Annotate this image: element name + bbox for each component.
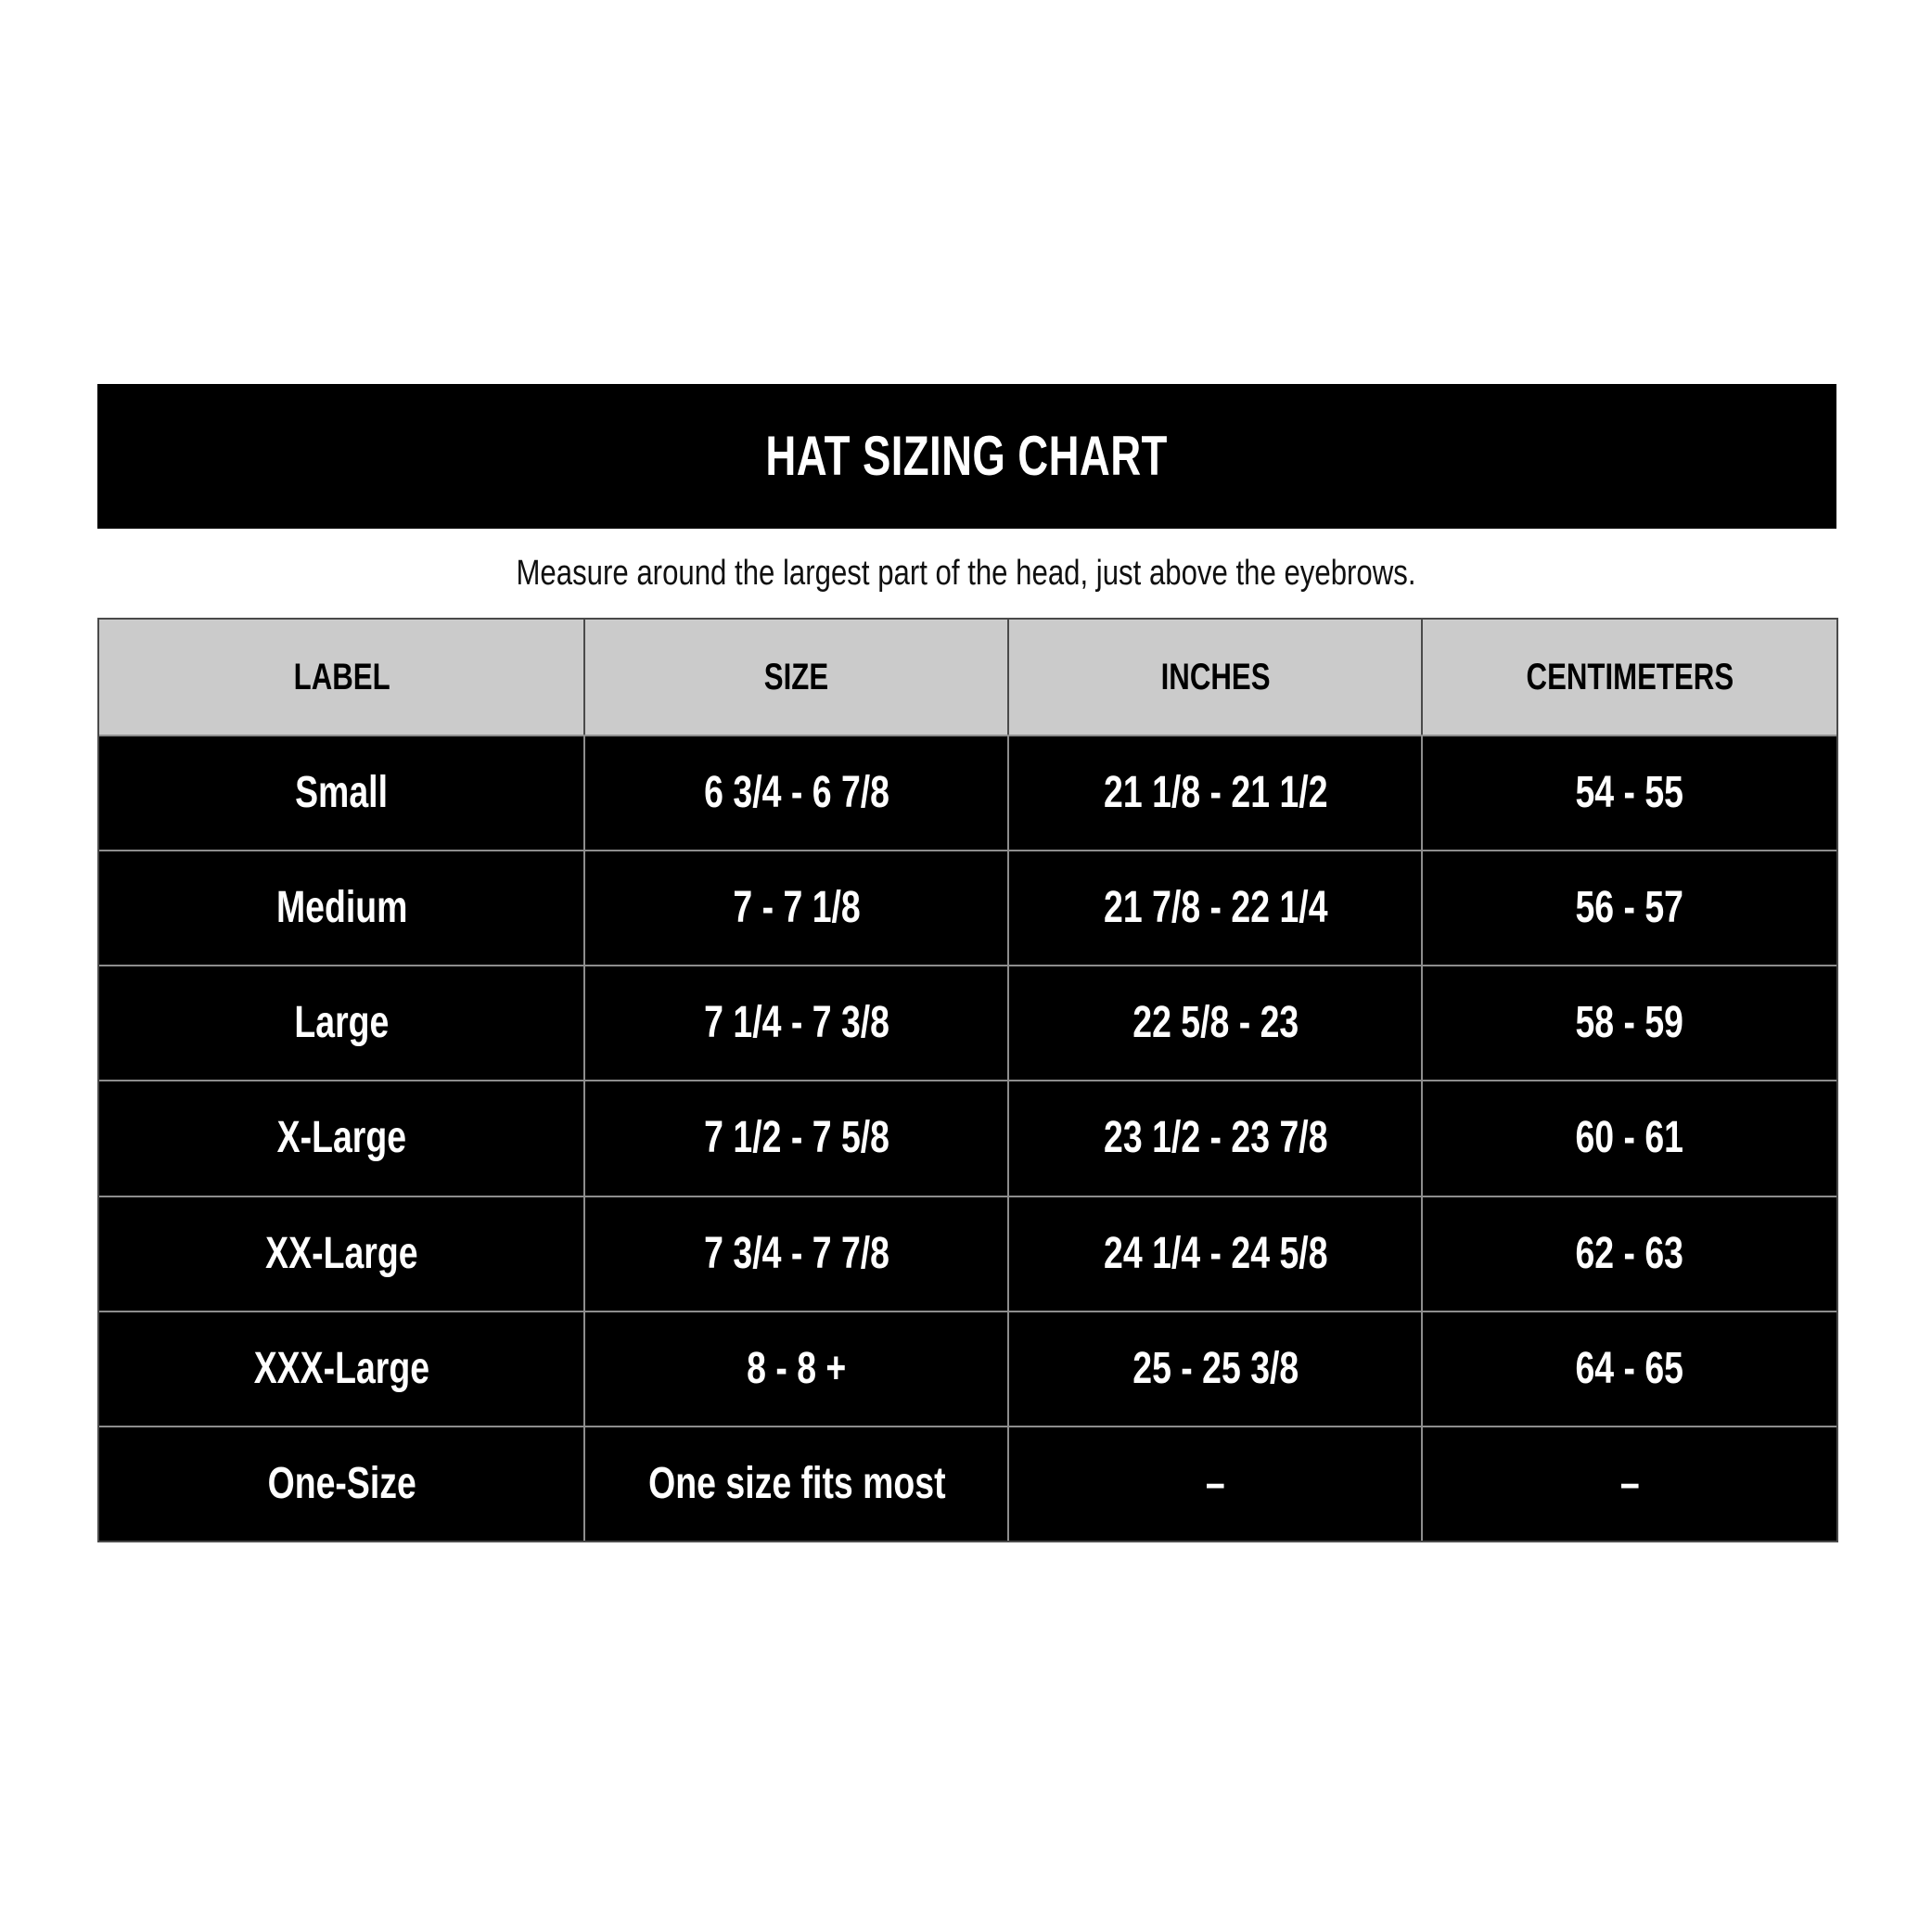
cell-size-text: One size fits most bbox=[647, 1458, 946, 1508]
cell-centimeters-text: 58 - 59 bbox=[1575, 998, 1684, 1048]
cell-centimeters bbox=[1423, 966, 1836, 1080]
cell-inches bbox=[1009, 966, 1423, 1080]
header-size-text: SIZE bbox=[764, 657, 829, 697]
cell-label-text: Small bbox=[295, 768, 389, 818]
cell-size-text: 7 1/4 - 7 3/8 bbox=[704, 998, 889, 1048]
cell-inches bbox=[1009, 1197, 1423, 1311]
table-row-x-large bbox=[99, 1080, 1836, 1195]
header-cell-centimeters bbox=[1423, 620, 1836, 735]
table-row-xx-large bbox=[99, 1196, 1836, 1311]
cell-inches-text: 25 - 25 3/8 bbox=[1132, 1343, 1299, 1393]
measurement-instructions-wrap bbox=[0, 529, 1932, 618]
cell-centimeters bbox=[1423, 1197, 1836, 1311]
cell-size bbox=[585, 851, 1009, 965]
cell-label-text: XXX-Large bbox=[253, 1343, 429, 1393]
cell-size-text: 7 - 7 1/8 bbox=[733, 883, 861, 933]
cell-label bbox=[99, 1427, 585, 1541]
table-header-row bbox=[99, 620, 1836, 735]
cell-label bbox=[99, 1312, 585, 1426]
cell-centimeters-text: 56 - 57 bbox=[1575, 883, 1684, 933]
cell-inches-text: 21 1/8 - 21 1/2 bbox=[1103, 768, 1328, 818]
cell-size bbox=[585, 1081, 1009, 1195]
cell-inches bbox=[1009, 1427, 1423, 1541]
header-centimeters-text: CENTIMETERS bbox=[1526, 657, 1734, 697]
cell-inches bbox=[1009, 736, 1423, 850]
cell-inches-text: 22 5/8 - 23 bbox=[1132, 998, 1299, 1048]
table-row-xxx-large bbox=[99, 1311, 1836, 1426]
cell-label bbox=[99, 1081, 585, 1195]
header-label-text: LABEL bbox=[293, 657, 390, 697]
cell-label-text: One-Size bbox=[267, 1458, 416, 1508]
header-cell-size bbox=[585, 620, 1009, 735]
cell-inches-text: 24 1/4 - 24 5/8 bbox=[1103, 1228, 1328, 1278]
cell-label bbox=[99, 851, 585, 965]
cell-centimeters bbox=[1423, 1427, 1836, 1541]
cell-size-text: 7 1/2 - 7 5/8 bbox=[704, 1113, 889, 1163]
cell-centimeters-text: – bbox=[1619, 1458, 1640, 1508]
cell-inches bbox=[1009, 1081, 1423, 1195]
cell-centimeters bbox=[1423, 736, 1836, 850]
page-title: HAT SIZING CHART bbox=[765, 425, 1169, 487]
page-title-banner bbox=[97, 384, 1836, 529]
cell-label-text: X-Large bbox=[276, 1113, 406, 1163]
measurement-instructions: Measure around the largest part of the head, just above the eyebrows. bbox=[516, 554, 1416, 593]
cell-centimeters-text: 60 - 61 bbox=[1575, 1113, 1684, 1163]
cell-inches bbox=[1009, 851, 1423, 965]
table-row-medium bbox=[99, 850, 1836, 965]
cell-size-text: 7 3/4 - 7 7/8 bbox=[704, 1228, 889, 1278]
table-row-one-size bbox=[99, 1426, 1836, 1541]
cell-label bbox=[99, 1197, 585, 1311]
cell-label-text: Large bbox=[294, 998, 390, 1048]
cell-centimeters-text: 64 - 65 bbox=[1575, 1343, 1684, 1393]
table-row-large bbox=[99, 965, 1836, 1080]
cell-inches bbox=[1009, 1312, 1423, 1426]
cell-size bbox=[585, 1197, 1009, 1311]
cell-size bbox=[585, 736, 1009, 850]
cell-inches-text: 23 1/2 - 23 7/8 bbox=[1103, 1113, 1328, 1163]
cell-label-text: Medium bbox=[275, 883, 407, 933]
table-row-small bbox=[99, 735, 1836, 850]
cell-label-text: XX-Large bbox=[265, 1228, 418, 1278]
cell-centimeters bbox=[1423, 851, 1836, 965]
cell-centimeters-text: 54 - 55 bbox=[1575, 768, 1684, 818]
header-cell-label bbox=[99, 620, 585, 735]
cell-inches-text: 21 7/8 - 22 1/4 bbox=[1103, 883, 1328, 933]
cell-size-text: 8 - 8 + bbox=[747, 1343, 847, 1393]
cell-inches-text: – bbox=[1205, 1458, 1225, 1508]
cell-label bbox=[99, 736, 585, 850]
cell-size-text: 6 3/4 - 6 7/8 bbox=[704, 768, 889, 818]
cell-centimeters bbox=[1423, 1081, 1836, 1195]
cell-centimeters bbox=[1423, 1312, 1836, 1426]
cell-label bbox=[99, 966, 585, 1080]
cell-size bbox=[585, 1427, 1009, 1541]
hat-sizing-table bbox=[97, 618, 1838, 1542]
cell-centimeters-text: 62 - 63 bbox=[1575, 1228, 1684, 1278]
cell-size bbox=[585, 966, 1009, 1080]
header-inches-text: INCHES bbox=[1160, 657, 1271, 697]
header-cell-inches bbox=[1009, 620, 1423, 735]
cell-size bbox=[585, 1312, 1009, 1426]
